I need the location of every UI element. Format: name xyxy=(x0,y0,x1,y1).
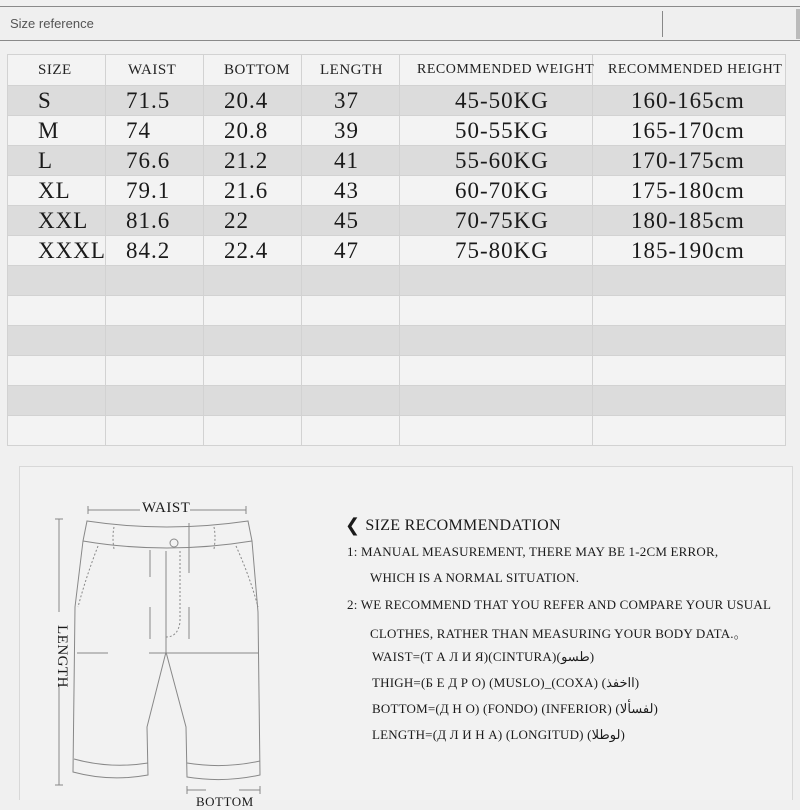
cell-length: 45 xyxy=(302,206,400,236)
cell-bottom: 22 xyxy=(204,206,302,236)
empty-cell xyxy=(302,416,400,446)
empty-cell xyxy=(400,266,593,296)
empty-cell xyxy=(302,386,400,416)
size-recommendation xyxy=(345,515,772,742)
empty-cell xyxy=(106,416,204,446)
table-row xyxy=(8,116,786,146)
recommendation-heading xyxy=(345,517,561,535)
empty-table-row xyxy=(8,386,786,416)
translation-bottom: BOTTOM=(Д Н О) (FONDO) (INFERIOR) (لفسألا) xyxy=(372,701,658,716)
cell-length: 41 xyxy=(302,146,400,176)
empty-cell xyxy=(8,296,106,326)
cell-bottom: 20.4 xyxy=(204,86,302,116)
empty-cell xyxy=(106,326,204,356)
length-label: LENGTH xyxy=(54,625,70,688)
note-line: CLOTHES, RATHER THAN MEASURING YOUR BODY DATA.。 xyxy=(370,626,747,641)
table-row xyxy=(8,86,786,116)
empty-cell xyxy=(106,356,204,386)
cell-length: 37 xyxy=(302,86,400,116)
table-row xyxy=(8,146,786,176)
cell-height: 165-170cm xyxy=(593,116,786,146)
empty-cell xyxy=(204,386,302,416)
empty-table-row xyxy=(8,356,786,386)
size-table xyxy=(7,54,786,446)
cell-height: 175-180cm xyxy=(593,176,786,206)
cell-height: 170-175cm xyxy=(593,146,786,176)
empty-table-row xyxy=(8,266,786,296)
empty-cell xyxy=(400,326,593,356)
cell-weight: 45-50KG xyxy=(400,86,593,116)
column-header-size: SIZE xyxy=(8,55,106,86)
cell-weight: 50-55KG xyxy=(400,116,593,146)
header-divider xyxy=(662,11,663,37)
translation-waist: WAIST=(Т А Л И Я)(CINTURA)(طسو) xyxy=(372,649,595,664)
empty-cell xyxy=(400,386,593,416)
empty-cell xyxy=(204,416,302,446)
cell-weight: 55-60KG xyxy=(400,146,593,176)
cell-waist: 71.5 xyxy=(106,86,204,116)
cell-length: 39 xyxy=(302,116,400,146)
cell-size: XXXL xyxy=(8,236,106,266)
cell-size: L xyxy=(8,146,106,176)
cell-waist: 81.6 xyxy=(106,206,204,236)
empty-cell xyxy=(204,296,302,326)
empty-cell xyxy=(302,266,400,296)
column-header-height: RECOMMENDED HEIGHT xyxy=(593,55,786,86)
note-line: 1: MANUAL MEASUREMENT, THERE MAY BE 1-2CM ERROR, xyxy=(347,544,719,559)
empty-cell xyxy=(302,326,400,356)
empty-cell xyxy=(593,386,786,416)
empty-cell xyxy=(106,296,204,326)
table-header-row xyxy=(8,55,786,86)
empty-cell xyxy=(593,326,786,356)
empty-cell xyxy=(204,266,302,296)
table-row xyxy=(8,176,786,206)
empty-table-row xyxy=(8,416,786,446)
table-row xyxy=(8,206,786,236)
recommendation-title: SIZE RECOMMENDATION xyxy=(365,517,561,534)
column-header-waist: WAIST xyxy=(106,55,204,86)
cell-weight: 60-70KG xyxy=(400,176,593,206)
cell-length: 47 xyxy=(302,236,400,266)
cell-waist: 76.6 xyxy=(106,146,204,176)
empty-cell xyxy=(8,266,106,296)
empty-cell xyxy=(204,326,302,356)
chevron-left-icon: ❮ xyxy=(345,515,361,536)
empty-cell xyxy=(106,386,204,416)
empty-cell xyxy=(204,356,302,386)
empty-cell xyxy=(8,356,106,386)
empty-cell xyxy=(106,266,204,296)
cell-size: XXL xyxy=(8,206,106,236)
empty-cell xyxy=(8,416,106,446)
translation-length: LENGTH=(Д Л И Н А) (LONGITUD) (لوطلا) xyxy=(372,727,625,742)
bottom-label: BOTTOM xyxy=(196,794,254,809)
empty-cell xyxy=(302,296,400,326)
cell-size: XL xyxy=(8,176,106,206)
cell-height: 160-165cm xyxy=(593,86,786,116)
table-row xyxy=(8,236,786,266)
translation-thigh: THIGH=(Б Е Д Р О) (MUSLO)_(COXA) (ااخفذ) xyxy=(372,675,640,690)
cell-waist: 74 xyxy=(106,116,204,146)
cell-bottom: 20.8 xyxy=(204,116,302,146)
empty-cell xyxy=(593,266,786,296)
cell-size: S xyxy=(8,86,106,116)
cell-waist: 79.1 xyxy=(106,176,204,206)
empty-cell xyxy=(593,296,786,326)
cell-height: 180-185cm xyxy=(593,206,786,236)
cell-weight: 75-80KG xyxy=(400,236,593,266)
empty-cell xyxy=(8,386,106,416)
column-header-weight: RECOMMENDED WEIGHT xyxy=(400,55,593,86)
cell-size: M xyxy=(8,116,106,146)
column-header-bottom: BOTTOM xyxy=(204,55,302,86)
cell-length: 43 xyxy=(302,176,400,206)
note-line: 2: WE RECOMMEND THAT YOU REFER AND COMPARE YOUR USUAL xyxy=(347,597,772,612)
empty-cell xyxy=(400,416,593,446)
header-bar xyxy=(0,6,800,41)
empty-table-row xyxy=(8,296,786,326)
empty-cell xyxy=(8,326,106,356)
empty-cell xyxy=(593,416,786,446)
empty-cell xyxy=(302,356,400,386)
empty-cell xyxy=(400,296,593,326)
scrollbar[interactable] xyxy=(796,9,800,39)
cell-bottom: 22.4 xyxy=(204,236,302,266)
note-line: WHICH IS A NORMAL SITUATION. xyxy=(370,570,580,585)
empty-cell xyxy=(400,356,593,386)
column-header-length: LENGTH xyxy=(302,55,400,86)
cell-waist: 84.2 xyxy=(106,236,204,266)
empty-cell xyxy=(593,356,786,386)
cell-height: 185-190cm xyxy=(593,236,786,266)
waist-label: WAIST xyxy=(142,500,191,516)
cell-bottom: 21.6 xyxy=(204,176,302,206)
cell-bottom: 21.2 xyxy=(204,146,302,176)
page-title: Size reference xyxy=(10,16,94,31)
empty-table-row xyxy=(8,326,786,356)
cell-weight: 70-75KG xyxy=(400,206,593,236)
